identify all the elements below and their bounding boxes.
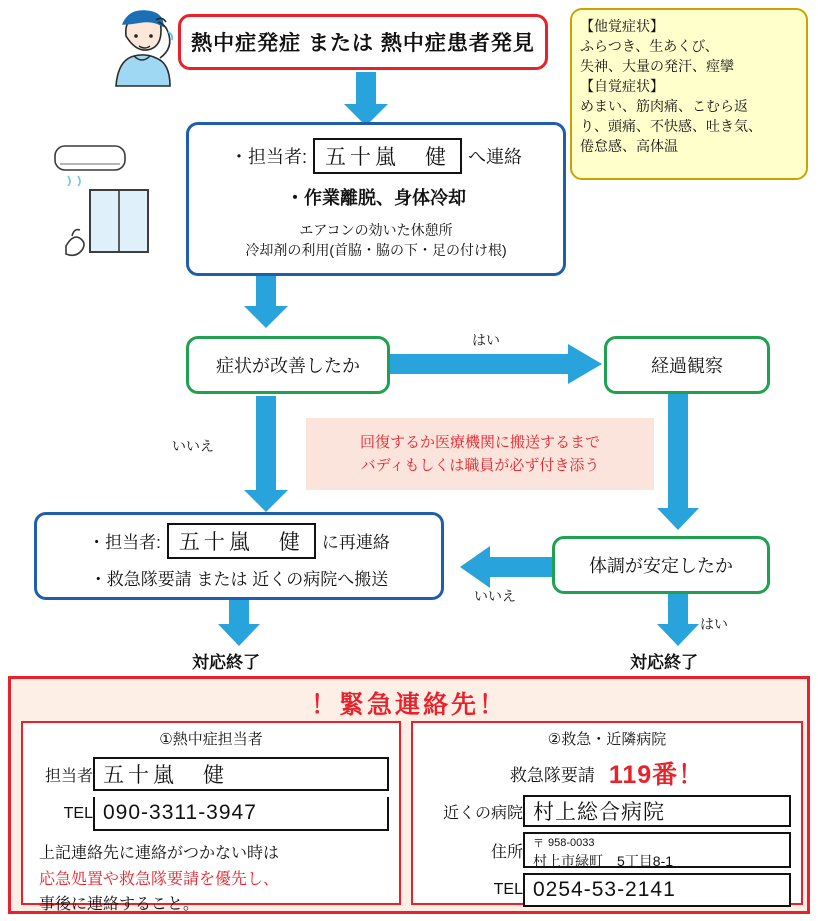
symptoms-line-1: ふらつき、生あくび、 [580,38,719,54]
emergency-left-panel [21,721,401,914]
symptoms-note [570,8,808,180]
end-right-label: 対応終了 [630,653,698,672]
recontact-suffix: に再連絡 [321,533,390,552]
label-yes-1: はい [472,332,500,348]
air-conditioner-illustration [52,140,130,186]
label-tel-left: TEL [63,805,93,822]
decision-stable-box [552,536,770,594]
label-no-1: いいえ [172,438,214,454]
recontact-line2: ・救急隊要請 または 近くの病院へ搬送 [89,569,389,589]
recontact-box [34,512,444,600]
postal-code: 958-0033 [548,837,595,849]
step2-prefix: ・担当者: [229,147,307,167]
label-tel-right: TEL [493,881,523,898]
symptoms-head-subjective: 【自覚症状】 [580,78,664,94]
end-left-label: 対応終了 [192,653,260,672]
window-illustration [62,186,158,270]
arrow-recontact-to-end [214,594,264,648]
start-box [178,14,548,70]
recontact-person-field: 五十嵐 健 [167,523,316,559]
symptoms-line-3: めまい、筋肉痛、こむら返 [580,98,748,114]
emergency-right-heading: ②救急・近隣病院 [547,731,667,748]
symptoms-line-2: 失神、大量の発汗、痙攣 [580,58,734,74]
step2-line2: ・作業離脱、身体冷却 [286,188,466,208]
emergency-left-heading: ①熱中症担当者 [159,731,263,748]
arrow-decision2-no [460,546,556,588]
start-label: 熱中症発症 または 熱中症患者発見 [191,32,535,55]
value-person: 五十嵐 健 [103,764,228,787]
value-hospital: 村上総合病院 [533,801,665,824]
left-note-line-2: 応急処置や救急隊要請を優先し、 [39,870,280,888]
arrow-step2-to-decision1 [238,272,294,330]
accompany-note-line-1: 回復するか医療機関に搬送するまで [359,433,600,451]
observation-label: 経過観察 [651,356,723,376]
arrow-decision2-yes [653,594,703,648]
decision-improved-label: 症状が改善したか [216,356,360,376]
label-yes-2: はい [700,616,728,632]
value-address: 村上市緑町 5丁目8-1 [533,853,674,869]
step2-person-field: 五十嵐 健 [313,138,462,174]
emergency-title: ！緊急連絡先！ [310,691,507,719]
label-address: 住所 [490,843,523,861]
label-no-2: いいえ [474,588,516,604]
step2-box [186,122,566,276]
left-note-line-3: 事後に連絡すること。 [39,896,200,914]
label-hospital: 近くの病院 [442,804,523,822]
recontact-prefix: ・担当者: [88,533,161,552]
decision-stable-label: 体調が安定したか [589,556,733,576]
observation-box [604,336,770,394]
person-illustration [96,8,186,88]
postal-mark: 〒 [533,838,544,850]
arrow-decision1-no [238,396,294,514]
symptoms-line-5: 倦怠感、高体温 [580,138,678,154]
left-note-line-1: 上記連絡先に連絡がつかない時は [39,845,280,862]
accompany-note-line-2: バディもしくは職員が必ず付き添う [360,457,600,474]
arrow-decision1-yes [390,344,604,384]
symptoms-head-objective: 【他覚症状】 [580,18,664,34]
step2-line3: エアコンの効いた休憩所 [299,222,453,238]
value-tel-left: 090-3311-3947 [103,801,257,824]
symptoms-line-4: り、頭痛、不快感、吐き気、 [580,118,762,134]
emergency-right-panel [411,721,803,905]
step2-line4: 冷却剤の利用(首脇・脇の下・足の付け根) [245,242,507,258]
value-ambulance-number: 119番！ [608,761,705,789]
arrow-start-to-step2 [338,72,394,128]
arrow-observe-to-decision2 [653,392,703,532]
emergency-panel [8,676,810,914]
decision-improved-box [186,336,390,394]
value-tel-right: 0254-53-2141 [533,878,676,901]
accompany-note [306,418,654,490]
step2-suffix: へ連絡 [468,147,522,167]
label-person: 担当者 [44,767,93,785]
label-ambulance-call: 救急隊要請 [509,765,595,785]
